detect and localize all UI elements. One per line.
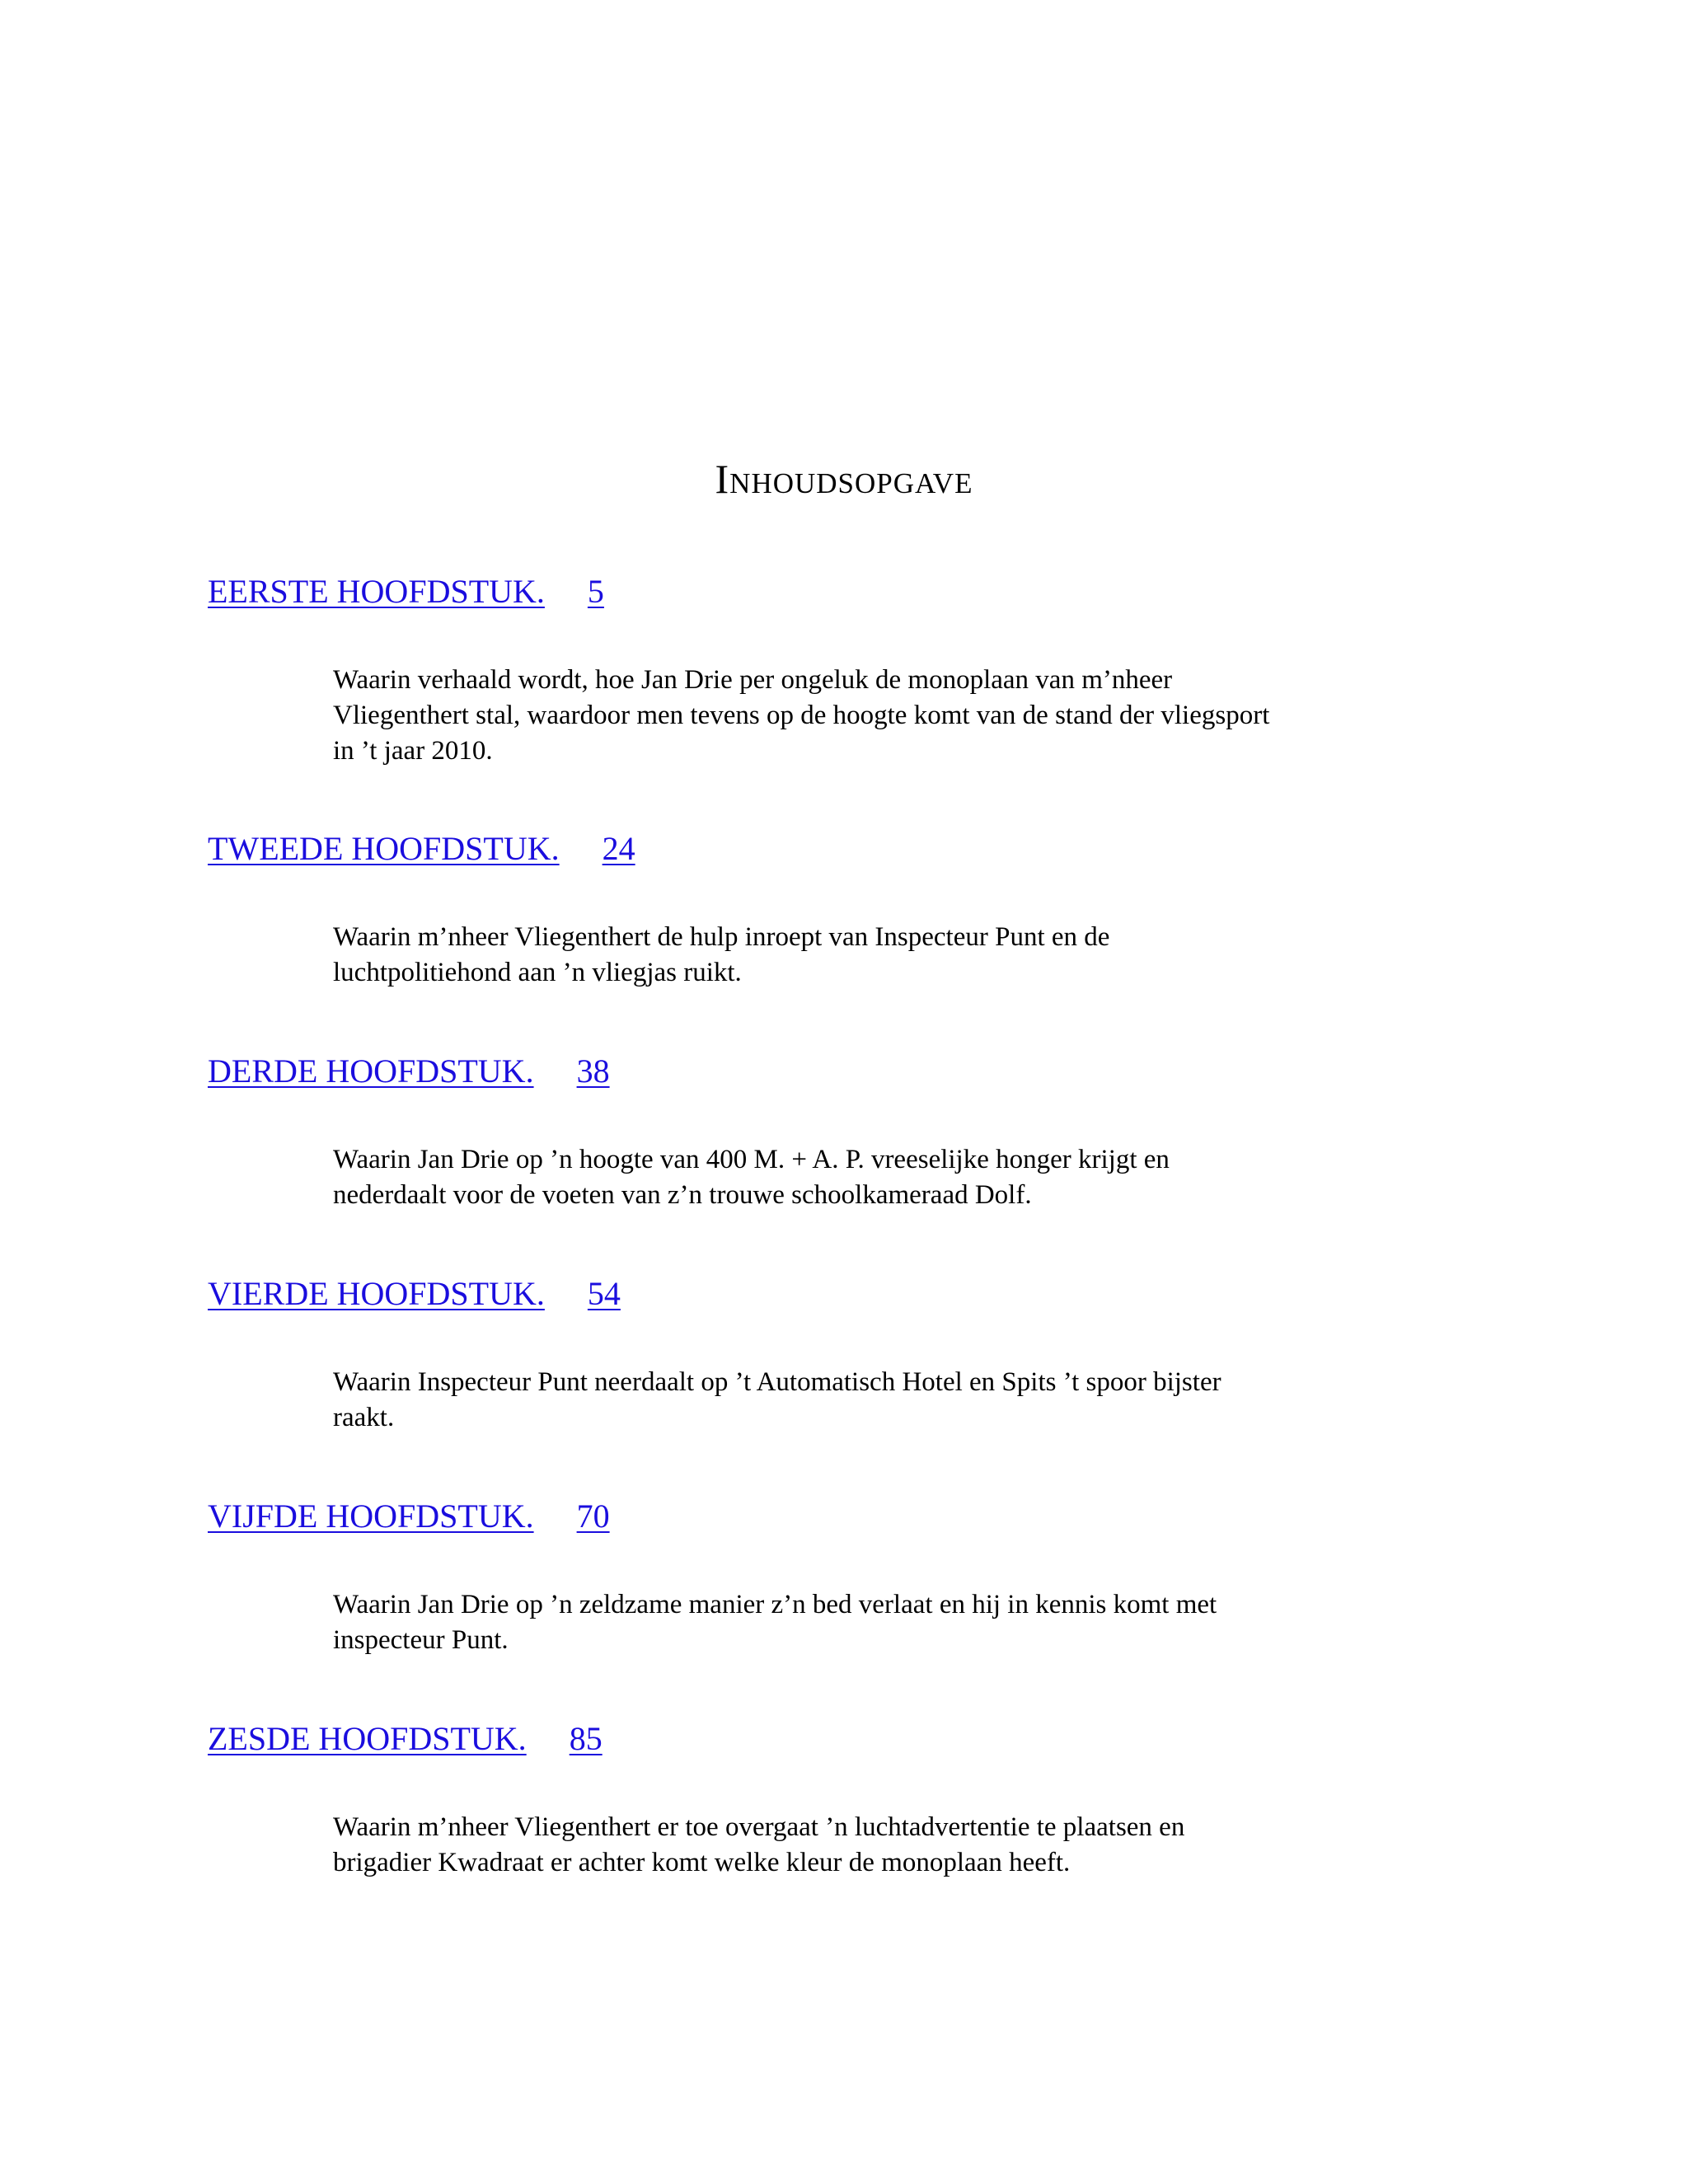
page-number-link[interactable]: 5 — [587, 573, 604, 610]
page-number-link[interactable]: 85 — [569, 1720, 603, 1757]
chapter-link[interactable]: DERDE HOOFDSTUK. — [208, 1052, 534, 1090]
chapter-description: Waarin Inspecteur Punt neerdaalt op ’t Automatisch Hotel en Spits ’t spoor bijster raakt. — [333, 1367, 1221, 1432]
toc-entry-heading — [208, 829, 1362, 869]
toc-entry-1 — [208, 572, 1362, 769]
toc-entry-heading — [208, 1719, 1362, 1759]
toc-entry-3 — [208, 1052, 1362, 1213]
page-number-link[interactable]: 70 — [576, 1497, 610, 1535]
page-number-link[interactable]: 24 — [602, 830, 635, 867]
toc-entry-6 — [208, 1719, 1362, 1881]
chapter-description: Waarin Jan Drie op ’n hoogte van 400 M. + A. P. vreeselijke honger krijgt en nederdaalt voor de voeten van z’n trouwe schoolkameraad Dolf. — [333, 1145, 1170, 1210]
toc-entry-heading — [208, 1052, 1362, 1091]
chapter-link[interactable]: EERSTE HOOFDSTUK. — [208, 573, 545, 610]
page-title: Inhoudsopgave — [715, 456, 973, 502]
chapter-description: Waarin m’nheer Vliegenthert de hulp inroept van Inspecteur Punt en de luchtpolitiehond aan ’n vliegjas ruikt. — [333, 922, 1110, 987]
chapter-description: Waarin verhaald wordt, hoe Jan Drie per ongeluk de monoplaan van m’nheer Vliegenthert stal, waardoor men tevens op de hoogte komt van de stand der vliegsport in ’t jaar 2010. — [333, 665, 1270, 766]
chapter-link[interactable]: VIJFDE HOOFDSTUK. — [208, 1497, 534, 1535]
page-number-link[interactable]: 38 — [576, 1052, 610, 1090]
chapter-link[interactable]: VIERDE HOOFDSTUK. — [208, 1275, 545, 1312]
toc-entry-5 — [208, 1497, 1362, 1658]
toc-entry-heading — [208, 1274, 1362, 1314]
toc-entry-4 — [208, 1274, 1362, 1436]
chapter-description: Waarin m’nheer Vliegenthert er toe overgaat ’n luchtadvertentie te plaatsen en brigadier Kwadraat er achter komt welke kleur de monoplaan heeft. — [333, 1812, 1185, 1877]
toc-entry-2 — [208, 829, 1362, 991]
chapter-description: Waarin Jan Drie op ’n zeldzame manier z’n bed verlaat en hij in kennis komt met inspecteur Punt. — [333, 1590, 1217, 1655]
chapter-link[interactable]: ZESDE HOOFDSTUK. — [208, 1720, 527, 1757]
toc-entry-heading — [208, 572, 1362, 612]
page-number-link[interactable]: 54 — [587, 1275, 621, 1312]
chapter-link[interactable]: TWEEDE HOOFDSTUK. — [208, 830, 560, 867]
toc-entry-heading — [208, 1497, 1362, 1536]
